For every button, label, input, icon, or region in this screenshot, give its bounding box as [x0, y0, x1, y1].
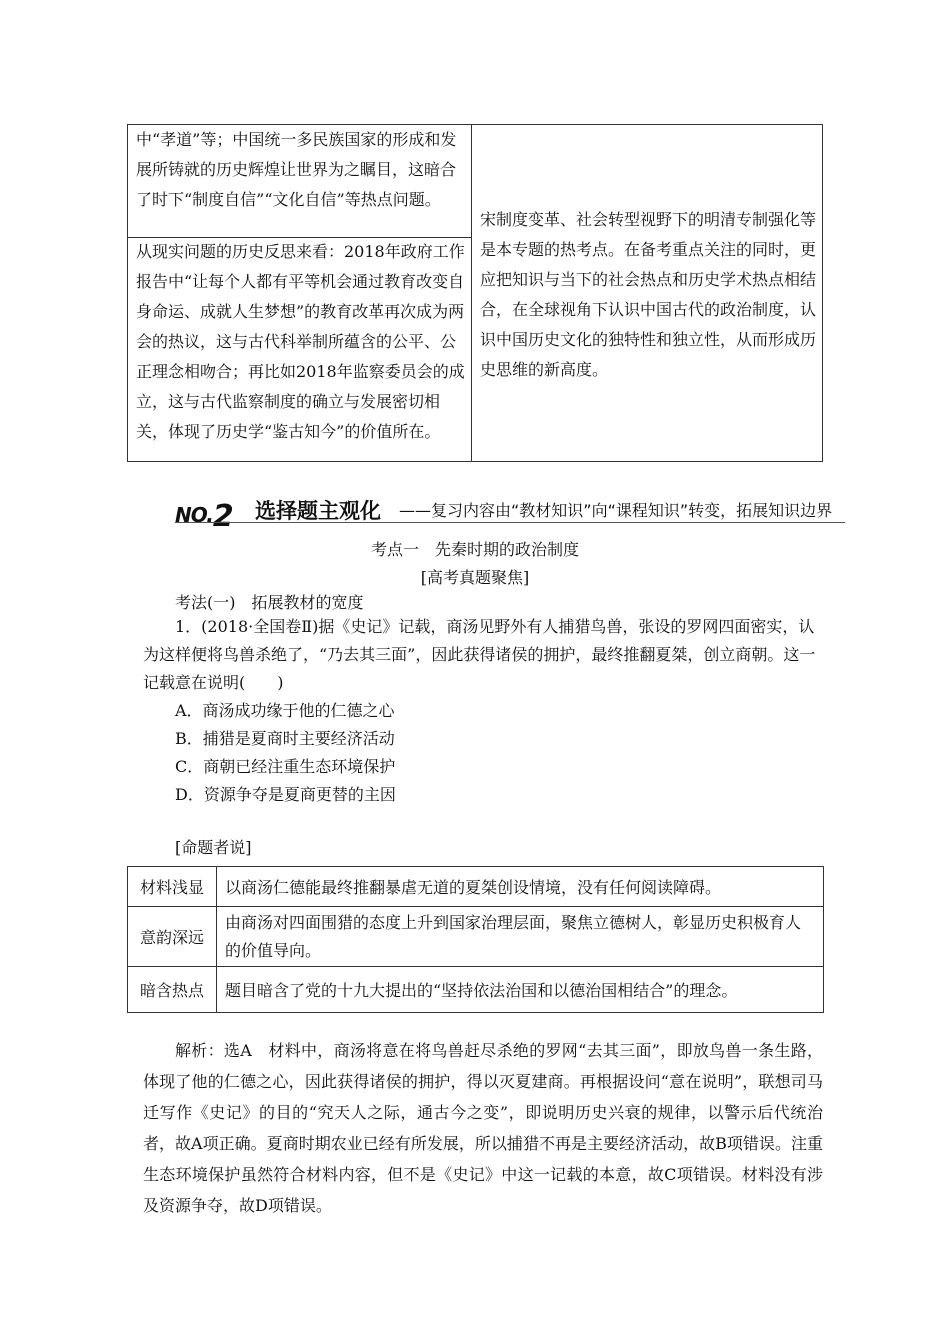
table-cell-right: 宋制度变革、社会转型视野下的明清专制强化等是本专题的热考点。在备考重点关注的同时，更应把知识与当下的社会热点和历史学术热点相结合，在全球视角下认识中国古代的政治制度，认识中国历史文化的独特性和独立性，从而形成历史思维的新高度。	[480, 210, 817, 379]
row-key: 材料浅显	[128, 867, 217, 907]
analysis-paragraph: 解析：选A 材料中，商汤将意在将鸟兽赶尽杀绝的罗网“去其三面”，即放鸟兽一条生路，体现了他的仁德之心，因此获得诸侯的拥护，得以灭夏建商。再根据设问“意在说明”，联想司马迁写作《史记》的目的“究天人之际，通古今之变”，即说明历史兴衰的规律，以警示后代统治者，故A项正确。夏商时期农业已经有所发展，所以捕猎不再是主要经济活动，故B项错误。注重生态环境保护虽然符合材料内容，但不是《史记》中这一记载的本意，故C项错误。材料没有涉及资源争夺，故D项错误。	[143, 1041, 823, 1215]
mingti-heading: [命题者说]	[175, 838, 252, 857]
banner-title: 选择题主观化	[255, 499, 381, 523]
option-b: B．捕猎是夏商时主要经济活动	[175, 729, 395, 748]
mingti-table	[127, 866, 824, 1013]
table-cell-left-top: 中“孝道”等；中国统一多民族国家的形成和发展所铸就的历史辉煌让世界为之瞩目，这暗合了时下“制度自信”“文化自信”等热点问题。	[136, 130, 457, 209]
option-a: A．商汤成功缘于他的仁德之心	[175, 701, 395, 720]
row-value: 由商汤对四面围猎的态度上升到国家治理层面，聚焦立德树人，彰显历史积极育人的价值导向。	[217, 907, 824, 967]
section-banner	[175, 495, 845, 534]
table-row	[128, 867, 824, 907]
row-value: 以商汤仁德能最终推翻暴虐无道的夏桀创设情境，没有任何阅读障碍。	[217, 867, 824, 907]
table-cell-left-bottom: 从现实问题的历史反思来看：2018年政府工作报告中“让每个人都有平等机会通过教育改变自身命运、成就人生梦想”的教育改革再次成为两会的热议，这与古代科举制所蕴含的公平、公正理念相吻合；再比如2018年监察委员会的成立，这与古代监察制度的确立与发展密切相关，体现了历史学“鉴古知今”的价值所在。	[136, 242, 465, 441]
table-column-divider	[471, 125, 472, 461]
row-key: 意韵深远	[128, 907, 217, 967]
option-c: C．商朝已经注重生态环境保护	[175, 757, 396, 776]
option-d: D．资源争夺是夏商更替的主因	[175, 785, 396, 804]
table-row	[128, 967, 824, 1013]
kaodian-heading: 考点一 先秦时期的政治制度	[370, 540, 579, 559]
banner-number: NO.2	[175, 499, 233, 534]
banner-rule	[175, 522, 845, 523]
banner-subtitle: ——复习内容由“教材知识”向“课程知识”转变，拓展知识边界	[399, 501, 833, 520]
summary-table	[127, 124, 823, 462]
gaokao-heading: [高考真题聚焦]	[420, 568, 530, 587]
table-row	[128, 907, 824, 967]
row-key: 暗含热点	[128, 967, 217, 1013]
kaofa-heading: 考法(一) 拓展教材的宽度	[175, 593, 364, 612]
row-value: 题目暗含了党的十九大提出的“坚持依法治国和以德治国相结合”的理念。	[217, 967, 824, 1013]
question-stem: 1．(2018·全国卷Ⅱ)据《史记》记载，商汤见野外有人捕猎鸟兽，张设的罗网四面密实，认为这样便将鸟兽杀绝了，“乃去其三面”，因此获得诸侯的拥护，最终推翻夏桀，创立商朝。这一记载意在说明( )	[143, 617, 816, 692]
